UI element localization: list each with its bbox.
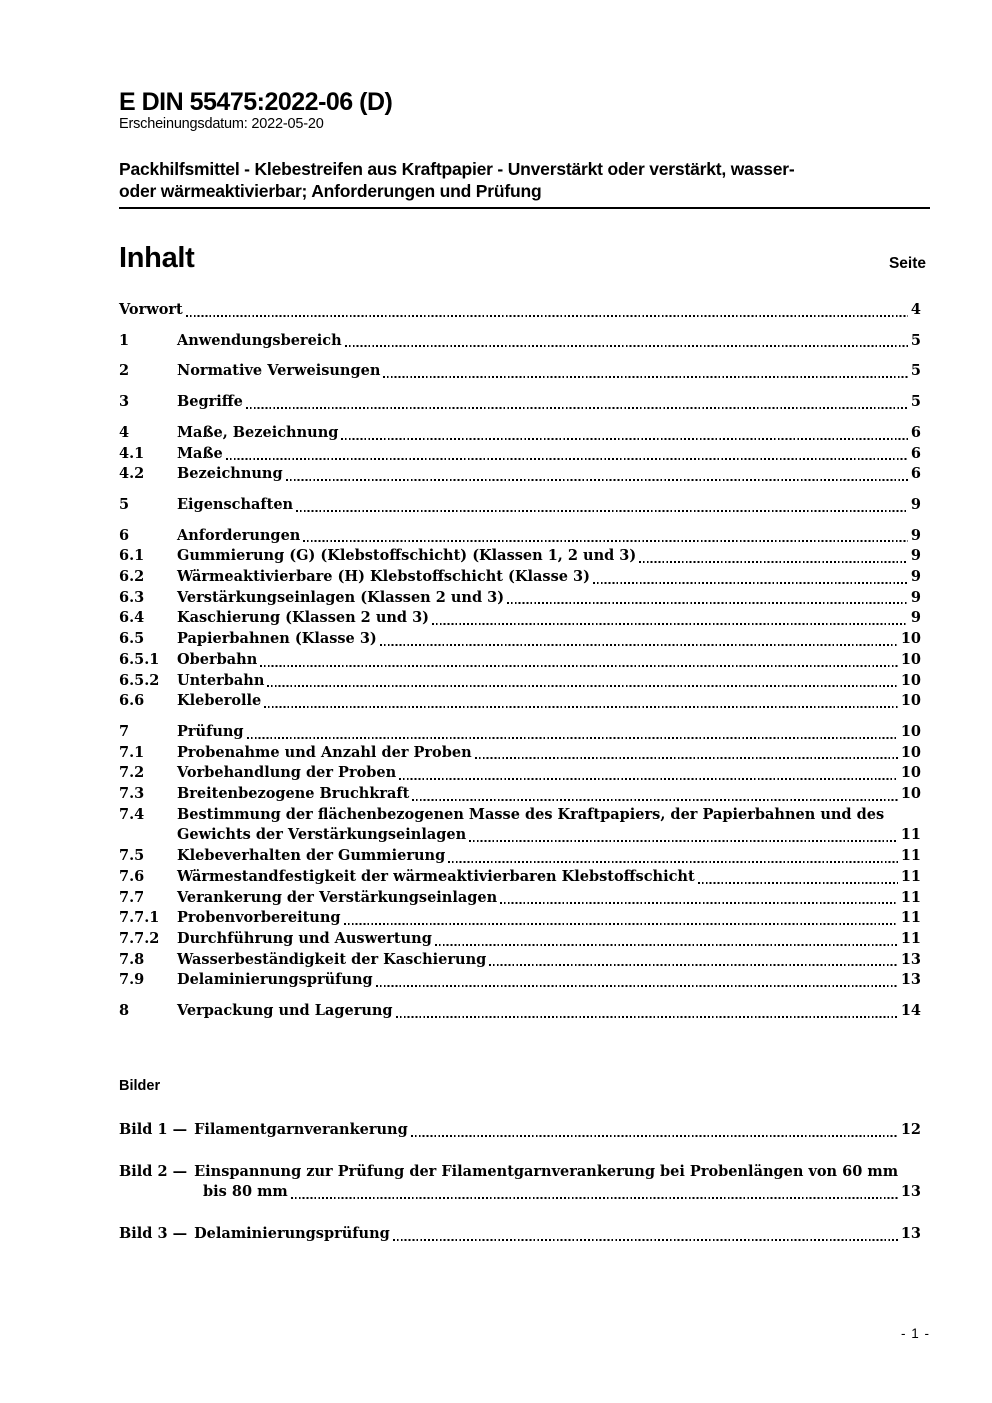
- toc-entry[interactable]: [119, 1001, 930, 1022]
- toc-entry-title: Wärmeaktivierbare (H) Klebstoffschicht (Klasse 3): [177, 568, 590, 586]
- toc-entry-body: [177, 629, 930, 650]
- toc-entry-page: 9: [910, 547, 921, 565]
- toc-entry-number: 7.2: [119, 764, 145, 782]
- toc-entry-number: 4.1: [119, 444, 145, 462]
- toc-entry-number: 6.1: [119, 547, 145, 565]
- toc-entry-body: [177, 763, 930, 784]
- toc-entry-body: [177, 546, 930, 567]
- toc-entry-body: [177, 846, 930, 867]
- toc-entry-page: 11: [900, 929, 921, 947]
- toc-entry[interactable]: [119, 444, 930, 465]
- toc-entry-number: 3: [119, 393, 130, 411]
- toc-entry-body: [177, 950, 930, 971]
- toc-entry-page: 10: [900, 650, 921, 668]
- figures-heading: Bilder: [119, 1077, 161, 1094]
- toc-entry-title: Wärmestandfestigkeit der wärmeaktivierbaren Klebstoffschicht: [177, 867, 695, 885]
- figure-page: 13: [900, 1224, 921, 1242]
- toc-entry-body: [177, 588, 930, 609]
- toc-entry-page: 11: [900, 826, 921, 844]
- toc-entry-title: Eigenschaften: [177, 495, 294, 513]
- toc-entry-body: [177, 423, 930, 444]
- toc-entry-body: [177, 526, 930, 547]
- dot-leader: [593, 582, 908, 584]
- dot-leader: [380, 644, 898, 646]
- toc-entry-page: 9: [910, 588, 921, 606]
- toc-entry-page: 10: [900, 692, 921, 710]
- toc-entry-page: 10: [900, 671, 921, 689]
- dot-leader: [344, 923, 898, 925]
- toc-entry-body: [177, 784, 930, 805]
- toc-entry-body: [177, 464, 930, 485]
- toc-entry-title: Durchführung und Auswertung: [177, 929, 432, 947]
- toc-entry[interactable]: [119, 495, 930, 516]
- toc-entry-page: 13: [900, 971, 921, 989]
- toc-entry-number: 2: [119, 362, 130, 380]
- dot-leader: [341, 438, 908, 440]
- toc-entry-number: 7.6: [119, 867, 145, 885]
- toc-entry-title: Begriffe: [177, 393, 243, 411]
- figure-label: Bild 3 —: [119, 1224, 188, 1242]
- toc-entry-title: Kaschierung (Klassen 2 und 3): [177, 609, 430, 627]
- dot-leader: [246, 407, 908, 409]
- dot-leader: [376, 985, 898, 987]
- figure-entry-body: [119, 1120, 930, 1141]
- toc-entry-title: Anforderungen: [177, 526, 301, 544]
- toc-entry-title: Bestimmung der flächenbezogenen Masse des Kraftpapiers, der Papierbahnen und des: [177, 805, 885, 823]
- toc-entry-body: [177, 743, 930, 764]
- toc-entry-title: Breitenbezogene Bruchkraft: [177, 785, 410, 803]
- toc-entry-number: 4: [119, 423, 130, 441]
- toc-entry-page: 6: [910, 423, 921, 441]
- toc-entry-body: [177, 608, 930, 629]
- dot-leader: [432, 623, 908, 625]
- figure-title: Delaminierungsprüfung: [194, 1224, 390, 1242]
- toc-entry[interactable]: [119, 331, 930, 352]
- figures-list: [119, 1120, 930, 1245]
- toc-entry-number: 5: [119, 495, 130, 513]
- dot-leader: [399, 778, 898, 780]
- toc-entry-body: [177, 567, 930, 588]
- toc-entry-body: [177, 805, 930, 846]
- dot-leader: [435, 944, 898, 946]
- toc-entry[interactable]: [119, 423, 930, 444]
- toc-entry-page: 9: [910, 609, 921, 627]
- figure-entry[interactable]: [119, 1224, 930, 1245]
- toc-entry[interactable]: [119, 464, 930, 485]
- dot-leader: [448, 861, 898, 863]
- toc-entry-number: 7.8: [119, 950, 145, 968]
- toc-entry-title: Anwendungsbereich: [177, 331, 342, 349]
- toc-entry[interactable]: [119, 300, 930, 321]
- toc-entry-number: 7.3: [119, 785, 145, 803]
- dot-leader: [412, 799, 897, 801]
- toc-entry-number: 6.6: [119, 692, 145, 710]
- toc-entry-title: Bezeichnung: [177, 465, 283, 483]
- toc-entry-title: Wasserbeständigkeit der Kaschierung: [177, 950, 487, 968]
- figure-title: Einspannung zur Prüfung der Filamentgarnverankerung bei Probenlängen von 60 mm: [194, 1162, 899, 1180]
- doc-number: E DIN 55475:2022-06 (D): [119, 88, 393, 116]
- toc-entry-page: 11: [900, 847, 921, 865]
- doc-title: [119, 159, 930, 202]
- toc-entry[interactable]: [119, 970, 930, 991]
- toc-entry[interactable]: [119, 929, 930, 950]
- title-divider: [119, 207, 930, 209]
- page-column-label: Seite: [888, 255, 926, 272]
- publication-date: Erscheinungsdatum: 2022-05-20: [119, 116, 324, 132]
- figure-entry-body: [119, 1224, 930, 1245]
- figure-page: 12: [900, 1120, 921, 1138]
- toc-entry-title: Papierbahnen (Klasse 3): [177, 630, 377, 648]
- toc-entry-page: 10: [900, 630, 921, 648]
- page-number: - 1 -: [900, 1326, 930, 1341]
- toc-entry-body: [177, 691, 930, 712]
- toc-entry-title: Maße, Bezeichnung: [177, 423, 339, 441]
- toc-entry-title: Oberbahn: [177, 650, 258, 668]
- toc-entry-number: 7.4: [119, 805, 145, 823]
- toc-header: [119, 241, 930, 275]
- toc-entry[interactable]: [119, 867, 930, 888]
- toc-entry[interactable]: [119, 743, 930, 764]
- toc-entry-title: Gummierung (G) (Klebstoffschicht) (Klassen 1, 2 und 3): [177, 547, 637, 565]
- toc-entry-number: 6.5.1: [119, 650, 160, 668]
- toc-entry-body: [177, 392, 930, 413]
- toc-entry-number: 6.3: [119, 588, 145, 606]
- dot-leader: [639, 561, 908, 563]
- dot-leader: [393, 1239, 898, 1241]
- toc-entry[interactable]: [119, 567, 930, 588]
- toc-entry-title: Normative Verweisungen: [177, 362, 381, 380]
- toc-entry-number: 6: [119, 526, 130, 544]
- toc-entry[interactable]: [119, 526, 930, 547]
- toc-entry-body: [177, 650, 930, 671]
- toc-entry[interactable]: [119, 546, 930, 567]
- toc-entry-title: Kleberolle: [177, 692, 262, 710]
- figure-title: Filamentgarnverankerung: [194, 1120, 408, 1138]
- toc-entry[interactable]: [119, 763, 930, 784]
- toc-entry-body: [177, 908, 930, 929]
- toc-entry[interactable]: [119, 888, 930, 909]
- dot-leader: [500, 902, 898, 904]
- toc-entry-title: Verpackung und Lagerung: [177, 1002, 393, 1020]
- figure-label: Bild 2 —: [119, 1162, 188, 1180]
- toc-entry[interactable]: [119, 608, 930, 629]
- toc-entry-number: 7.7.1: [119, 909, 160, 927]
- toc-entry-page: 10: [900, 785, 921, 803]
- toc-entry-number: 6.4: [119, 609, 145, 627]
- figure-entry-body: [119, 1162, 930, 1203]
- toc-entry-number: 7.9: [119, 971, 145, 989]
- toc-entry-title: Verankerung der Verstärkungseinlagen: [177, 888, 498, 906]
- toc-entry-page: 9: [910, 495, 921, 513]
- toc-entry-body: [177, 970, 930, 991]
- dot-leader: [475, 757, 898, 759]
- toc-entry-number: 4.2: [119, 465, 145, 483]
- toc-entry[interactable]: [119, 629, 930, 650]
- toc-entry-body: [177, 929, 930, 950]
- toc-entry-page: 9: [910, 568, 921, 586]
- toc-entry-body: [177, 331, 930, 352]
- toc-entry-page: 10: [900, 764, 921, 782]
- toc-entry-page: 14: [900, 1002, 921, 1020]
- toc-entry[interactable]: [119, 846, 930, 867]
- toc-entry-title: Delaminierungsprüfung: [177, 971, 373, 989]
- toc-entry-title: Verstärkungseinlagen (Klassen 2 und 3): [177, 588, 505, 606]
- toc-entry-title-continuation: Gewichts der Verstärkungseinlagen: [177, 826, 467, 844]
- dot-leader: [226, 458, 908, 460]
- toc-entry-page: 13: [900, 950, 921, 968]
- toc-entry-title: Vorwort: [119, 301, 183, 318]
- toc-entry-page: 5: [910, 362, 921, 380]
- toc-entry[interactable]: [119, 588, 930, 609]
- toc-entry-number: 7.5: [119, 847, 145, 865]
- content-column: [119, 90, 930, 1245]
- toc-entry-body: [177, 671, 930, 692]
- toc-entry-number: 7.7: [119, 888, 145, 906]
- toc-entry-body: [177, 888, 930, 909]
- toc-entry-number: 7: [119, 722, 130, 740]
- toc-entry[interactable]: [119, 361, 930, 382]
- toc-entry-body: [177, 495, 930, 516]
- dot-leader: [267, 685, 897, 687]
- toc-entry-title: Maße: [177, 444, 223, 462]
- toc-entry-number: 1: [119, 331, 130, 349]
- dot-leader: [507, 602, 908, 604]
- toc-entry[interactable]: [119, 950, 930, 971]
- toc-entry-title: Probenvorbereitung: [177, 909, 341, 927]
- doc-title-line-2: oder wärmeaktivierbar; Anforderungen und Prüfung: [119, 180, 542, 201]
- toc-entry-number: 7.7.2: [119, 929, 160, 947]
- dot-leader: [291, 1197, 898, 1199]
- toc-entry[interactable]: [119, 722, 930, 743]
- figure-page: 13: [900, 1183, 921, 1201]
- toc-entry-number: 6.5: [119, 630, 145, 648]
- toc-entry[interactable]: [119, 671, 930, 692]
- dot-leader: [303, 540, 908, 542]
- toc-entry[interactable]: [119, 805, 930, 846]
- toc-entry-number: 7.1: [119, 743, 145, 761]
- toc-entry-page: 10: [900, 743, 921, 761]
- toc-entry-title: Prüfung: [177, 722, 244, 740]
- dot-leader: [345, 345, 908, 347]
- dot-leader: [411, 1135, 898, 1137]
- toc-entry[interactable]: [119, 650, 930, 671]
- toc-list: [119, 300, 930, 1022]
- toc-entry-body: [177, 444, 930, 465]
- dot-leader: [296, 510, 908, 512]
- toc-heading: Inhalt: [119, 242, 195, 274]
- dot-leader: [396, 1016, 898, 1018]
- toc-entry-page: 6: [910, 465, 921, 483]
- toc-entry-title: Klebeverhalten der Gummierung: [177, 847, 446, 865]
- figure-label: Bild 1 —: [119, 1120, 188, 1138]
- figure-title-continuation: bis 80 mm: [203, 1183, 288, 1201]
- toc-entry-body: [119, 300, 930, 321]
- toc-entry-body: [177, 361, 930, 382]
- toc-entry-body: [177, 867, 930, 888]
- toc-entry-page: 6: [910, 444, 921, 462]
- dot-leader: [469, 840, 898, 842]
- toc-entry-title: Unterbahn: [177, 671, 265, 689]
- dot-leader: [489, 964, 898, 966]
- toc-entry-page: 5: [910, 393, 921, 411]
- toc-entry-title: Vorbehandlung der Proben: [177, 764, 397, 782]
- toc-entry-number: 6.2: [119, 568, 145, 586]
- toc-entry-title: Probenahme und Anzahl der Proben: [177, 743, 472, 761]
- dot-leader: [286, 479, 908, 481]
- toc-entry-number: 8: [119, 1002, 130, 1020]
- toc-entry-number: 6.5.2: [119, 671, 160, 689]
- toc-entry-page: 11: [900, 909, 921, 927]
- dot-leader: [247, 737, 898, 739]
- toc-entry-page: 11: [900, 888, 921, 906]
- toc-entry[interactable]: [119, 392, 930, 413]
- toc-entry-body: [177, 722, 930, 743]
- toc-entry[interactable]: [119, 784, 930, 805]
- figure-entry[interactable]: [119, 1120, 930, 1141]
- dot-leader: [264, 706, 898, 708]
- toc-entry[interactable]: [119, 908, 930, 929]
- dot-leader: [186, 315, 908, 317]
- toc-entry[interactable]: [119, 691, 930, 712]
- toc-entry-page: 4: [910, 301, 921, 318]
- doc-title-line-1: Packhilfsmittel - Klebestreifen aus Kraftpapier - Unverstärkt oder verstärkt, wasser-: [119, 159, 795, 179]
- toc-entry-body: [177, 1001, 930, 1022]
- toc-entry-page: 11: [900, 867, 921, 885]
- dot-leader: [698, 882, 898, 884]
- dot-leader: [260, 665, 898, 667]
- toc-entry-page: 9: [910, 526, 921, 544]
- dot-leader: [383, 376, 908, 378]
- toc-entry-page: 5: [910, 331, 921, 349]
- toc-entry-page: 10: [900, 722, 921, 740]
- figure-entry[interactable]: [119, 1162, 930, 1203]
- page-footer: [901, 1326, 930, 1341]
